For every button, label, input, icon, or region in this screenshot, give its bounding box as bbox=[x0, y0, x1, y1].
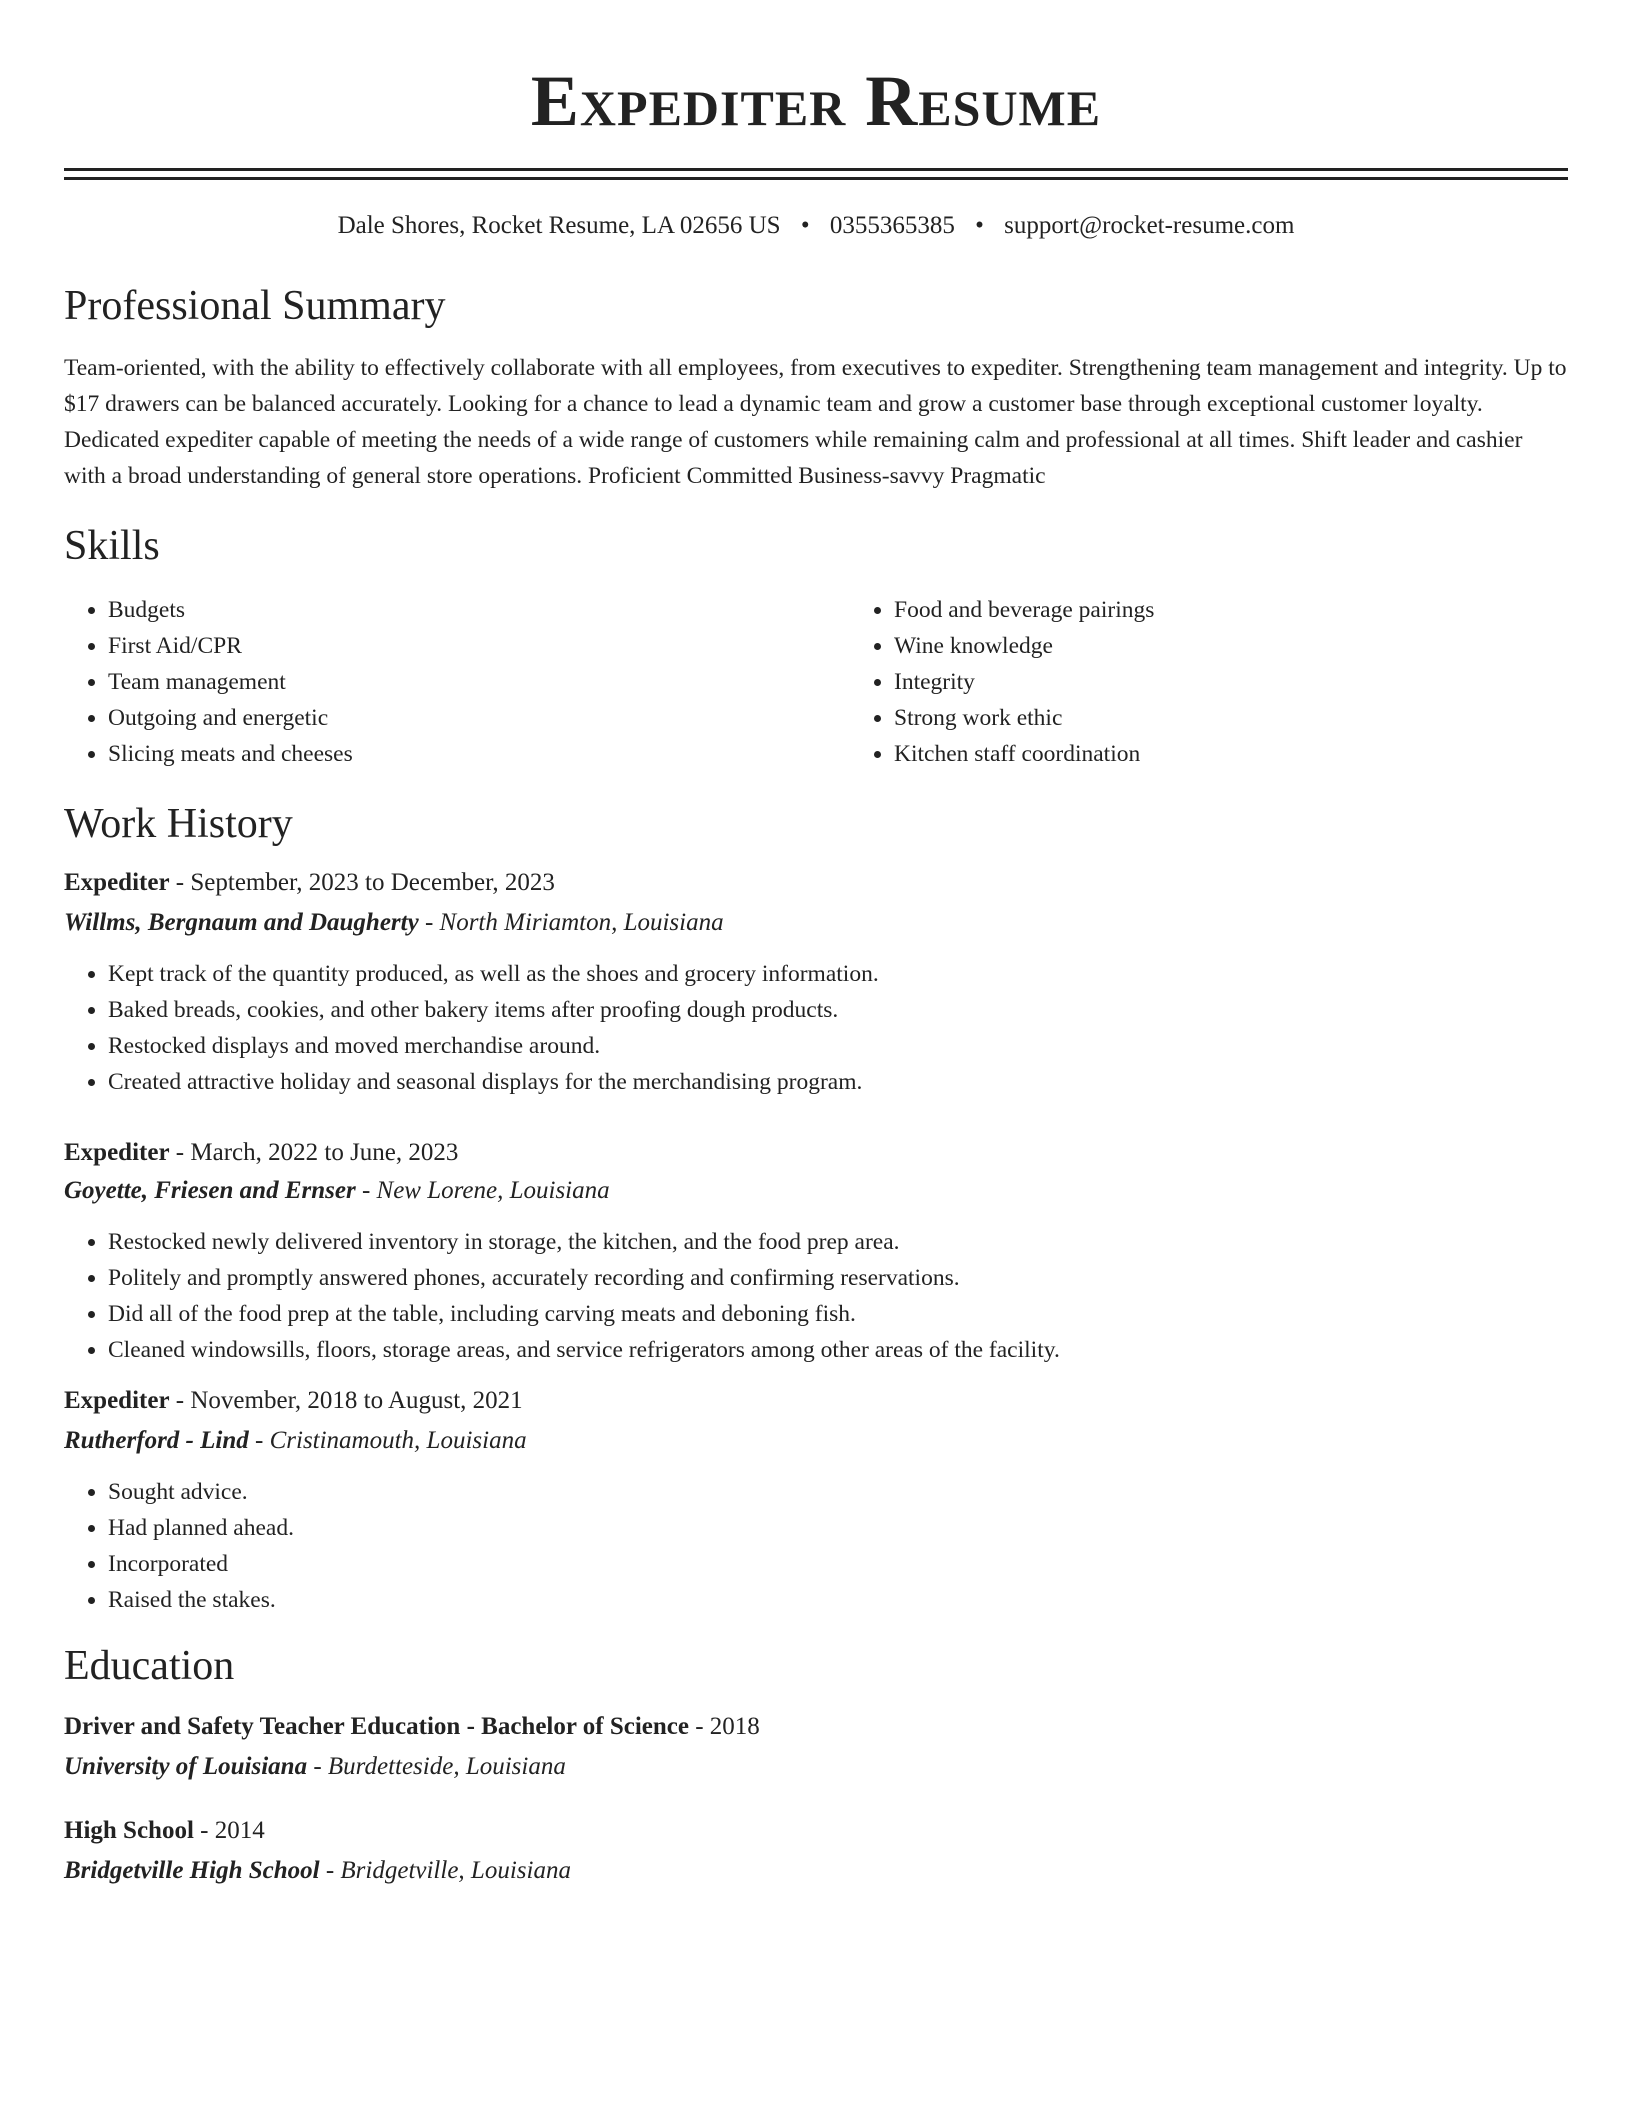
skill-item: • Outgoing and energetic bbox=[108, 700, 850, 736]
skill-item: • Team management bbox=[108, 664, 850, 700]
skills-list-left bbox=[64, 592, 850, 772]
job-company-line bbox=[64, 1424, 1568, 1458]
job-company-line bbox=[64, 1174, 1568, 1208]
education-school: Bridgetville High School bbox=[64, 1857, 320, 1884]
job-bullets bbox=[64, 1224, 1568, 1368]
education-school: University of Louisiana bbox=[64, 1753, 308, 1780]
education-school-line bbox=[64, 1750, 1568, 1784]
skill-item: • Integrity bbox=[894, 664, 1632, 700]
job-title: Expediter bbox=[64, 1139, 170, 1166]
job-bullet: • Incorporated bbox=[108, 1546, 1568, 1582]
education-heading: Education bbox=[64, 1643, 235, 1689]
education-degree: Driver and Safety Teacher Education - Bachelor of Science bbox=[64, 1713, 689, 1740]
summary-text: Team-oriented, with the ability to effectively collaborate with all employees, from executives to expediter. Strengthening team management and integrity. Up to $17 drawers can be balanced accurately. Looking for a chance to lead a dynamic team and grow a customer base through exceptional customer loyalty. Dedicated expediter capable of meeting the needs of a wide range of customers while remaining calm and professional at all times. Shift leader and cashier with a broad understanding of general store operations. Proficient Committed Business-savvy Pragmatic bbox=[64, 355, 1567, 489]
job-bullet: • Restocked displays and moved merchandise around. bbox=[108, 1028, 1568, 1064]
job-dates: - November, 2018 to August, 2021 bbox=[169, 1387, 523, 1414]
skills-list-right bbox=[850, 592, 1632, 772]
education-entry bbox=[64, 1814, 1568, 1888]
job-company: Rutherford - Lind bbox=[64, 1427, 249, 1454]
job-location: - New Lorene, Louisiana bbox=[355, 1177, 610, 1204]
skill-item: • Kitchen staff coordination bbox=[894, 736, 1632, 772]
resume-title: Expediter Resume bbox=[530, 61, 1102, 141]
contact-separator: • bbox=[975, 212, 984, 239]
job-title: Expediter bbox=[64, 1387, 170, 1414]
job-entry bbox=[64, 1384, 1568, 1618]
summary-heading: Professional Summary bbox=[64, 283, 446, 329]
job-company: Willms, Bergnaum and Daugherty bbox=[64, 909, 419, 936]
contact-phone: 0355365385 bbox=[829, 212, 955, 239]
contact-address: Dale Shores, Rocket Resume, LA 02656 US bbox=[337, 212, 781, 239]
title-divider bbox=[64, 168, 1568, 180]
skill-item: • Budgets bbox=[108, 592, 850, 628]
job-bullet: • Raised the stakes. bbox=[108, 1582, 1568, 1618]
education-location: - Burdetteside, Louisiana bbox=[307, 1753, 566, 1780]
job-location: - Cristinamouth, Louisiana bbox=[248, 1427, 527, 1454]
contact-line bbox=[64, 210, 1568, 242]
job-bullet: • Kept track of the quantity produced, as well as the shoes and grocery information. bbox=[108, 956, 1568, 992]
job-company: Goyette, Friesen and Ernser bbox=[64, 1177, 356, 1204]
job-bullet: • Baked breads, cookies, and other bakery items after proofing dough products. bbox=[108, 992, 1568, 1028]
job-bullets bbox=[64, 1474, 1568, 1618]
skills-columns bbox=[64, 592, 1568, 772]
job-bullet: • Did all of the food prep at the table, including carving meats and deboning fish. bbox=[108, 1296, 1568, 1332]
job-company-line bbox=[64, 906, 1568, 940]
job-title-line bbox=[64, 866, 1568, 900]
job-title-line bbox=[64, 1136, 1568, 1170]
job-location: - North Miriamton, Louisiana bbox=[418, 909, 724, 936]
contact-email: support@rocket-resume.com bbox=[1004, 212, 1295, 239]
job-dates: - September, 2023 to December, 2023 bbox=[169, 869, 555, 896]
contact-separator: • bbox=[800, 212, 810, 239]
education-degree-line bbox=[64, 1710, 1568, 1744]
job-entry bbox=[64, 866, 1568, 1100]
job-bullet: • Had planned ahead. bbox=[108, 1510, 1568, 1546]
job-entry bbox=[64, 1136, 1568, 1368]
skill-item: • Slicing meats and cheeses bbox=[108, 736, 850, 772]
education-year: - 2018 bbox=[688, 1713, 760, 1740]
job-bullet: • Created attractive holiday and seasonal displays for the merchandising program. bbox=[108, 1064, 1568, 1100]
education-entry bbox=[64, 1710, 1568, 1784]
skill-item: • Food and beverage pairings bbox=[894, 592, 1632, 628]
education-degree: High School bbox=[64, 1817, 194, 1844]
job-bullet: • Sought advice. bbox=[108, 1474, 1568, 1510]
skill-item: • Wine knowledge bbox=[894, 628, 1632, 664]
job-bullet: • Restocked newly delivered inventory in storage, the kitchen, and the food prep area. bbox=[108, 1224, 1568, 1260]
skills-heading: Skills bbox=[64, 523, 160, 569]
job-bullets bbox=[64, 956, 1568, 1100]
education-year: - 2014 bbox=[193, 1817, 265, 1844]
skill-item: • First Aid/CPR bbox=[108, 628, 850, 664]
job-bullet: • Cleaned windowsills, floors, storage areas, and service refrigerators among other areas of the facility. bbox=[108, 1332, 1568, 1368]
education-location: - Bridgetville, Louisiana bbox=[319, 1857, 571, 1884]
job-title-line bbox=[64, 1384, 1568, 1418]
education-school-line bbox=[64, 1854, 1568, 1888]
job-bullet: • Politely and promptly answered phones, accurately recording and confirming reservations. bbox=[108, 1260, 1568, 1296]
job-title: Expediter bbox=[64, 869, 170, 896]
job-dates: - March, 2022 to June, 2023 bbox=[169, 1139, 459, 1166]
work-history-heading: Work History bbox=[64, 801, 293, 847]
skill-item: • Strong work ethic bbox=[894, 700, 1632, 736]
education-degree-line bbox=[64, 1814, 1568, 1848]
